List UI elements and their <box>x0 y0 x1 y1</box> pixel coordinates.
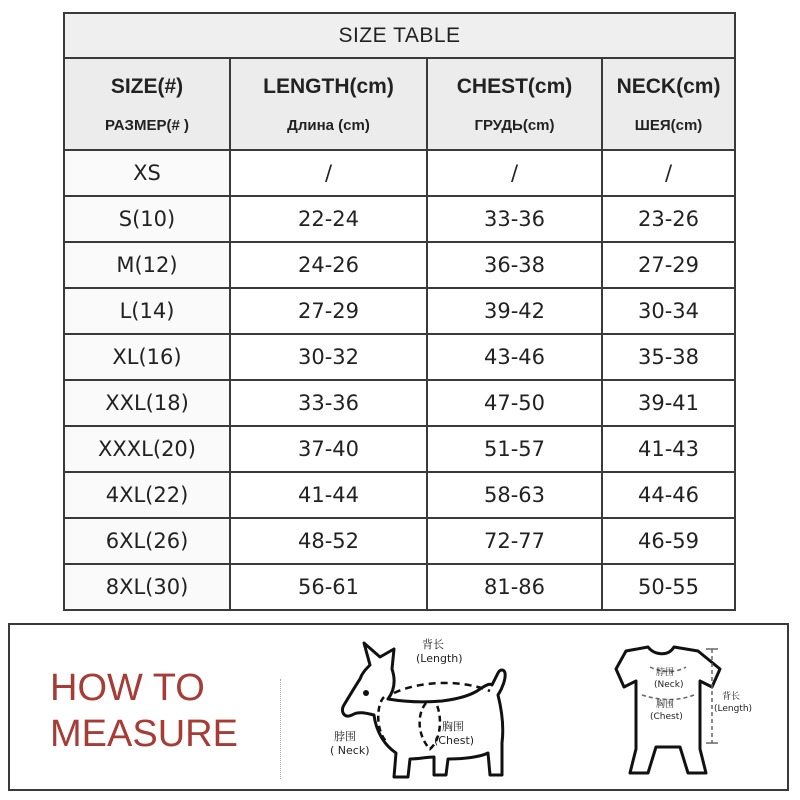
header-length-en: LENGTH(cm) <box>263 74 394 98</box>
shirt-neck-label-cn: 脖围 <box>656 668 675 678</box>
header-size-ru: РАЗМЕР(# ) <box>105 116 189 134</box>
size-cell: XL(16) <box>64 334 230 380</box>
shirt-length-label-en: (Length) <box>714 704 753 714</box>
length-cell: 22-24 <box>230 196 427 242</box>
chest-cell: 39-42 <box>427 288 602 334</box>
table-title: SIZE TABLE <box>64 13 735 58</box>
length-cell: 48-52 <box>230 518 427 564</box>
shirt-neck-label-en: (Neck) <box>654 680 684 690</box>
length-cell: 24-26 <box>230 242 427 288</box>
how-to-measure-panel <box>8 623 789 791</box>
table-row <box>64 564 735 610</box>
size-cell: S(10) <box>64 196 230 242</box>
chest-cell: 81-86 <box>427 564 602 610</box>
dog-chest-label-cn: 胸围 <box>442 720 464 733</box>
length-cell: 33-36 <box>230 380 427 426</box>
chest-cell: 47-50 <box>427 380 602 426</box>
chest-cell: 36-38 <box>427 242 602 288</box>
table-row <box>64 196 735 242</box>
dog-neck-label-en: ( Neck) <box>330 744 370 757</box>
size-cell: 8XL(30) <box>64 564 230 610</box>
table-row <box>64 426 735 472</box>
title-row <box>64 13 735 58</box>
length-cell: 37-40 <box>230 426 427 472</box>
dog-length-label-en: (Length) <box>416 652 463 665</box>
header-neck-ru: ШЕЯ(cm) <box>634 116 703 134</box>
neck-cell: / <box>602 150 735 196</box>
neck-cell: 44-46 <box>602 472 735 518</box>
shirt-chest-label-cn: 胸围 <box>656 700 675 710</box>
table-row <box>64 150 735 196</box>
chest-cell: 43-46 <box>427 334 602 380</box>
size-cell: XXL(18) <box>64 380 230 426</box>
header-row <box>64 58 735 150</box>
table-row <box>64 472 735 518</box>
size-cell: 6XL(26) <box>64 518 230 564</box>
neck-cell: 39-41 <box>602 380 735 426</box>
header-neck <box>602 58 735 150</box>
table-row <box>64 334 735 380</box>
title-line-1: HOW TO <box>50 667 205 709</box>
title-line-2: MEASURE <box>50 713 238 755</box>
shirt-length-label-cn: 背长 <box>722 692 741 702</box>
size-cell: XS <box>64 150 230 196</box>
chest-cell: 33-36 <box>427 196 602 242</box>
divider <box>280 679 281 779</box>
size-cell: 4XL(22) <box>64 472 230 518</box>
shirt-chest-label-en: (Chest) <box>650 712 683 722</box>
dog-diagram <box>330 635 540 790</box>
table-row <box>64 518 735 564</box>
header-chest <box>427 58 602 150</box>
table-row <box>64 288 735 334</box>
neck-cell: 27-29 <box>602 242 735 288</box>
shirt-diagram <box>588 643 778 783</box>
dog-chest-label-en: (Chest) <box>434 734 475 747</box>
neck-cell: 30-34 <box>602 288 735 334</box>
length-cell: / <box>230 150 427 196</box>
length-cell: 30-32 <box>230 334 427 380</box>
neck-cell: 41-43 <box>602 426 735 472</box>
header-chest-en: CHEST(cm) <box>456 74 573 98</box>
chest-cell: 58-63 <box>427 472 602 518</box>
header-length-ru: Длина (cm) <box>287 116 370 134</box>
length-cell: 27-29 <box>230 288 427 334</box>
neck-cell: 50-55 <box>602 564 735 610</box>
length-cell: 56-61 <box>230 564 427 610</box>
neck-cell: 35-38 <box>602 334 735 380</box>
neck-cell: 23-26 <box>602 196 735 242</box>
size-cell: M(12) <box>64 242 230 288</box>
how-to-measure-title <box>50 665 270 757</box>
size-table <box>63 12 736 611</box>
size-cell: XXXL(20) <box>64 426 230 472</box>
chest-cell: 51-57 <box>427 426 602 472</box>
header-size <box>64 58 230 150</box>
chest-cell: / <box>427 150 602 196</box>
chest-cell: 72-77 <box>427 518 602 564</box>
header-neck-en: NECK(cm) <box>616 74 721 98</box>
header-length <box>230 58 427 150</box>
dog-length-label-cn: 背长 <box>422 638 444 651</box>
header-size-en: SIZE(#) <box>110 74 184 98</box>
neck-cell: 46-59 <box>602 518 735 564</box>
table-row <box>64 242 735 288</box>
header-chest-ru: ГРУДЬ(cm) <box>474 116 555 134</box>
size-cell: L(14) <box>64 288 230 334</box>
dog-neck-label-cn: 脖围 <box>334 730 356 743</box>
table-row <box>64 380 735 426</box>
table-body <box>64 150 735 610</box>
length-cell: 41-44 <box>230 472 427 518</box>
